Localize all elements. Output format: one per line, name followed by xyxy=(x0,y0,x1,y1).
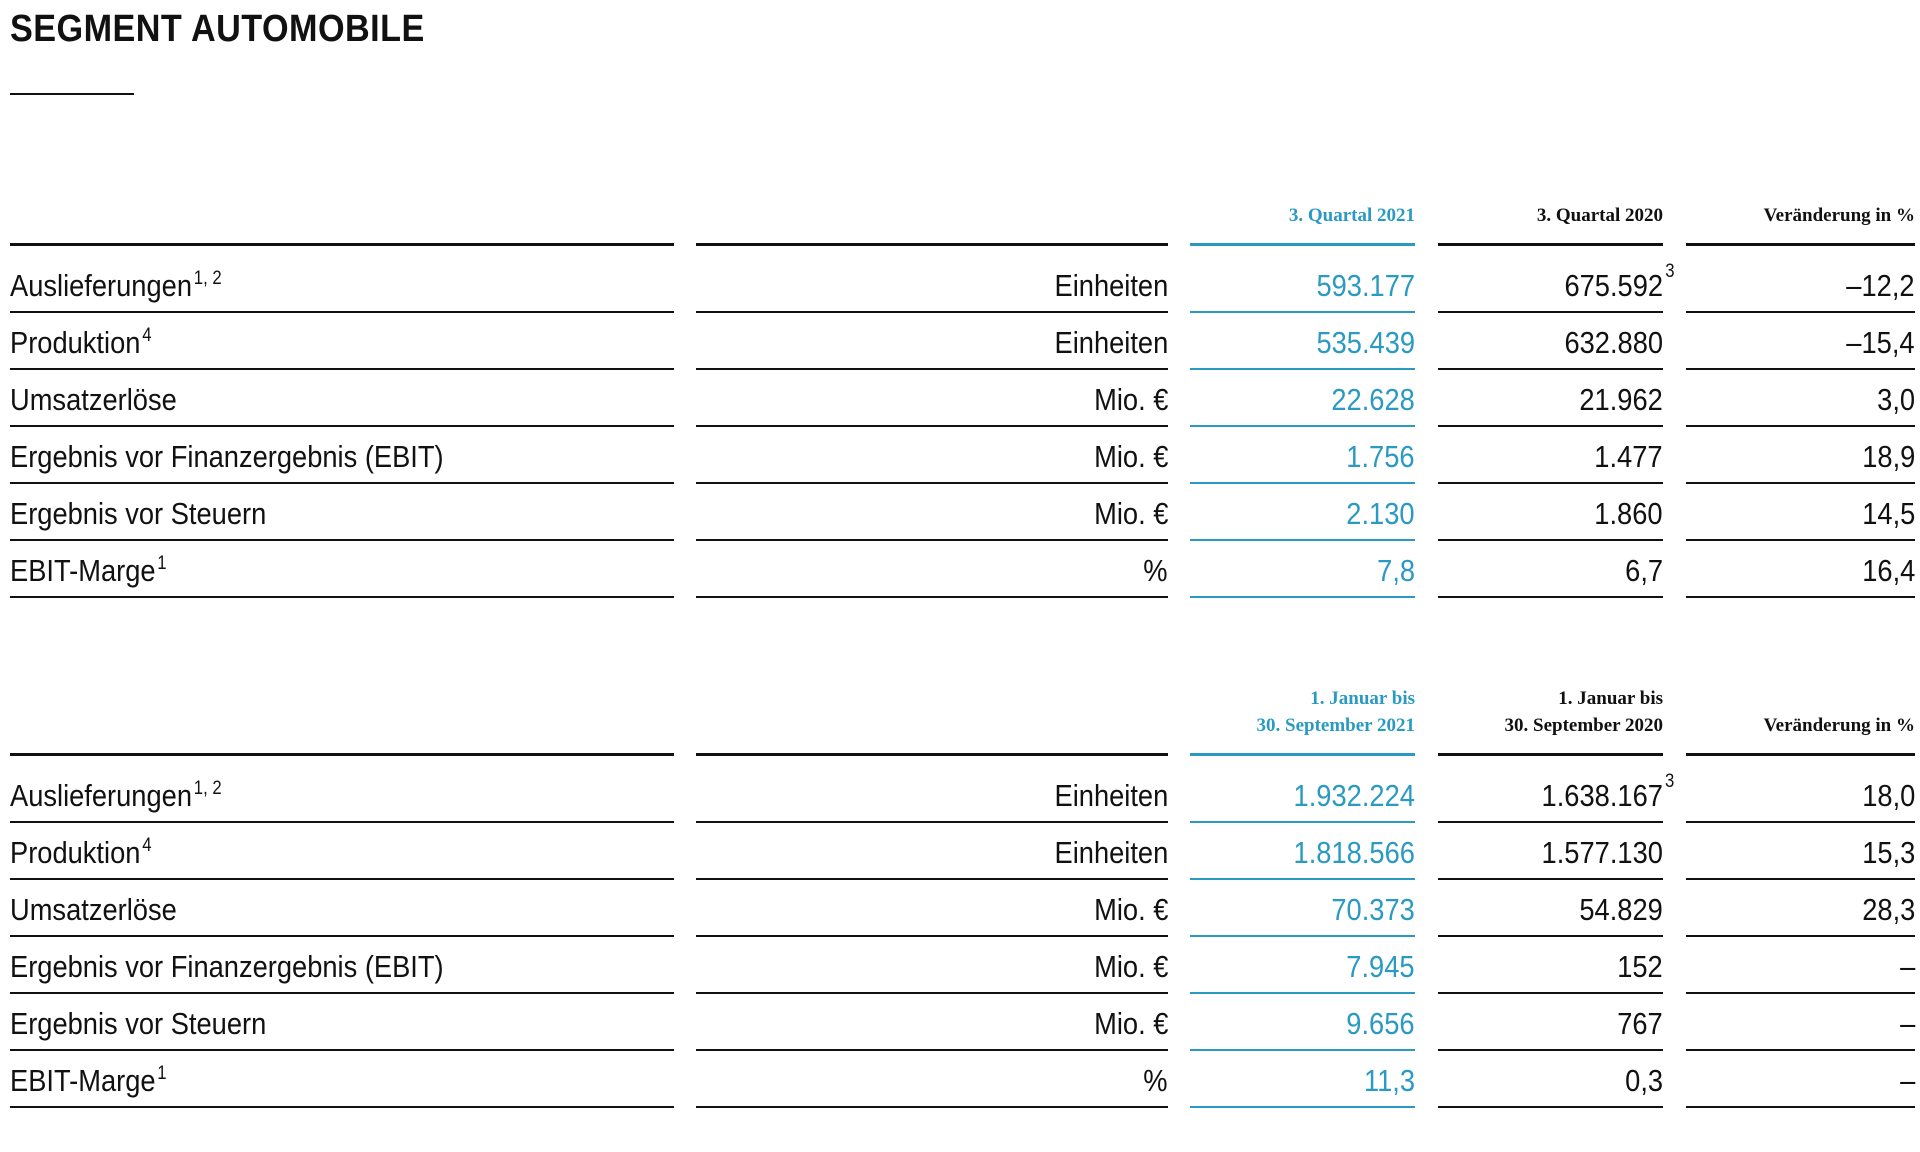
header-change-text: Veränderung in % xyxy=(1763,715,1915,736)
row-previous-value xyxy=(1438,256,1675,313)
row-current-value xyxy=(1190,313,1415,370)
table-row xyxy=(10,766,1915,823)
row-previous-number: 6,7 xyxy=(1625,553,1663,588)
row-unit xyxy=(696,370,1168,427)
row-previous-value xyxy=(1438,427,1663,484)
row-current-text: 11,3 xyxy=(1363,1063,1415,1098)
row-change-value xyxy=(1686,427,1915,484)
row-previous-value xyxy=(1438,370,1663,427)
footnote-marker: 1, 2 xyxy=(193,268,222,289)
row-label-text xyxy=(10,439,444,475)
row-previous-value xyxy=(1438,880,1663,937)
header-previous-period xyxy=(1438,688,1663,756)
row-change-text: –12,2 xyxy=(1846,268,1915,303)
row-change-text: 3,0 xyxy=(1877,382,1915,417)
row-label-text xyxy=(10,778,222,814)
row-label-text xyxy=(10,325,152,361)
header-label-column xyxy=(10,190,674,246)
table-row xyxy=(10,484,1915,541)
header-current-text xyxy=(1289,202,1415,229)
row-unit xyxy=(696,880,1168,937)
row-change-value xyxy=(1686,313,1915,370)
row-previous-number: 21.962 xyxy=(1579,382,1663,417)
row-current-text: 593.177 xyxy=(1316,268,1415,303)
row-previous-number: 152 xyxy=(1617,949,1663,984)
row-current-text: 1.932.224 xyxy=(1293,778,1415,813)
row-unit-text: Einheiten xyxy=(1054,778,1168,813)
row-previous-value xyxy=(1438,766,1675,823)
row-change-value xyxy=(1686,541,1915,598)
row-label-name: Auslieferungen xyxy=(10,268,193,303)
row-previous-text xyxy=(1625,553,1663,589)
row-previous-number: 1.477 xyxy=(1594,439,1663,474)
page-title: SEGMENT AUTOMOBILE xyxy=(10,8,425,50)
row-previous-text xyxy=(1625,1063,1663,1099)
row-current-text: 1.818.566 xyxy=(1293,835,1415,870)
row-previous-text xyxy=(1542,835,1663,871)
table-row xyxy=(10,937,1915,994)
row-current-text: 70.373 xyxy=(1331,892,1415,927)
row-unit-text: % xyxy=(1143,1063,1168,1098)
table-header-row xyxy=(10,688,1915,756)
row-label-text xyxy=(10,1063,167,1099)
row-label-text xyxy=(10,268,222,304)
row-change-text: 16,4 xyxy=(1861,553,1915,588)
row-current-value xyxy=(1190,937,1415,994)
row-label-text xyxy=(10,1006,266,1042)
row-current-value xyxy=(1190,766,1415,823)
footnote-marker: 1 xyxy=(157,553,167,574)
row-current-value xyxy=(1190,541,1415,598)
header-change-percent xyxy=(1686,190,1915,246)
row-previous-number: 675.592 xyxy=(1564,268,1663,303)
row-unit xyxy=(696,937,1168,994)
header-current-line: 30. September 2021 xyxy=(1256,715,1415,736)
row-previous-number: 1.638.167 xyxy=(1541,778,1663,813)
row-label-name: Auslieferungen xyxy=(10,778,193,813)
row-change-value xyxy=(1686,484,1915,541)
row-label xyxy=(10,370,674,427)
row-label-name: EBIT-Marge xyxy=(10,1063,156,1098)
row-change-value xyxy=(1686,370,1915,427)
row-label-text xyxy=(10,382,177,418)
row-unit xyxy=(696,1051,1168,1108)
row-previous-number: 632.880 xyxy=(1564,325,1663,360)
row-previous-text xyxy=(1580,892,1663,928)
row-unit xyxy=(696,823,1168,880)
table-header-row xyxy=(10,190,1915,246)
row-unit xyxy=(696,541,1168,598)
footnote-marker: 1 xyxy=(157,1063,167,1084)
row-label-text xyxy=(10,553,167,589)
header-spacer xyxy=(10,246,1915,256)
row-current-text: 22.628 xyxy=(1331,382,1415,417)
row-unit xyxy=(696,313,1168,370)
header-change-percent xyxy=(1686,700,1915,756)
table-row xyxy=(10,313,1915,370)
row-unit-text: Einheiten xyxy=(1054,835,1168,870)
row-change-value xyxy=(1686,256,1915,313)
row-unit-text: Mio. € xyxy=(1093,949,1168,984)
row-label xyxy=(10,994,674,1051)
row-label xyxy=(10,823,674,880)
table-row xyxy=(10,256,1915,313)
row-unit xyxy=(696,766,1168,823)
header-previous-line: 30. September 2020 xyxy=(1504,715,1663,736)
row-previous-value xyxy=(1438,937,1663,994)
title-underline xyxy=(10,93,134,95)
row-label xyxy=(10,256,674,313)
row-previous-text xyxy=(1564,325,1663,361)
row-change-value xyxy=(1686,880,1915,937)
row-change-text: –15,4 xyxy=(1846,325,1915,360)
row-change-text: 18,9 xyxy=(1861,439,1915,474)
row-unit xyxy=(696,256,1168,313)
table-row xyxy=(10,1051,1915,1108)
row-label xyxy=(10,1051,674,1108)
header-current-line: 3. Quartal 2021 xyxy=(1288,205,1415,226)
row-label-name: EBIT-Marge xyxy=(10,553,156,588)
table-row xyxy=(10,823,1915,880)
row-unit-text: Einheiten xyxy=(1054,325,1168,360)
row-unit xyxy=(696,484,1168,541)
row-change-value xyxy=(1686,823,1915,880)
row-label-name: Produktion xyxy=(10,835,141,870)
row-unit-text: Mio. € xyxy=(1093,496,1168,531)
row-current-value xyxy=(1190,484,1415,541)
row-current-value xyxy=(1190,370,1415,427)
row-previous-number: 1.577.130 xyxy=(1541,835,1663,870)
row-unit-text: Mio. € xyxy=(1093,892,1168,927)
table-row xyxy=(10,541,1915,598)
row-unit-text: Mio. € xyxy=(1093,1006,1168,1041)
row-unit-text: Mio. € xyxy=(1093,439,1168,474)
footnote-marker: 4 xyxy=(142,835,152,856)
row-previous-value xyxy=(1438,541,1663,598)
header-previous-line: 3. Quartal 2020 xyxy=(1536,205,1663,226)
header-label-column xyxy=(10,700,674,756)
table-row xyxy=(10,880,1915,937)
header-previous-line: 1. Januar bis xyxy=(1558,688,1663,709)
row-current-value xyxy=(1190,823,1415,880)
row-current-text: 7,8 xyxy=(1377,553,1415,588)
row-change-text: – xyxy=(1899,1006,1915,1041)
row-previous-number: 1.860 xyxy=(1594,496,1663,531)
row-unit-text: Mio. € xyxy=(1093,382,1168,417)
row-label-text xyxy=(10,892,177,928)
row-label xyxy=(10,484,674,541)
row-current-value xyxy=(1190,994,1415,1051)
row-change-text: 28,3 xyxy=(1861,892,1915,927)
header-unit-column xyxy=(696,190,1168,246)
table-row xyxy=(10,427,1915,484)
header-change-text: Veränderung in % xyxy=(1763,205,1915,226)
header-current-text xyxy=(1257,685,1416,739)
header-previous-period xyxy=(1438,190,1663,246)
row-current-value xyxy=(1190,880,1415,937)
row-previous-text xyxy=(1617,1006,1663,1042)
footnote-marker: 1, 2 xyxy=(193,778,222,799)
row-previous-value xyxy=(1438,484,1663,541)
row-label-text xyxy=(10,835,152,871)
row-unit-text: % xyxy=(1143,553,1168,588)
header-spacer xyxy=(10,756,1915,766)
row-previous-value xyxy=(1438,313,1663,370)
row-label-name: Ergebnis vor Steuern xyxy=(10,1006,267,1041)
table-ytd xyxy=(10,688,1915,1108)
row-label-name: Ergebnis vor Finanzergebnis (EBIT) xyxy=(10,949,444,984)
row-unit-text: Einheiten xyxy=(1054,268,1168,303)
row-label-name: Ergebnis vor Steuern xyxy=(10,496,267,531)
row-label-name: Umsatzerlöse xyxy=(10,892,177,927)
row-previous-text: 675.592 3 xyxy=(1564,261,1675,303)
row-previous-value xyxy=(1438,994,1663,1051)
row-current-value xyxy=(1190,427,1415,484)
header-current-period xyxy=(1190,688,1415,756)
row-current-text: 7.945 xyxy=(1346,949,1415,984)
row-previous-text xyxy=(1617,949,1663,985)
row-previous-text xyxy=(1580,382,1663,418)
header-current-line: 1. Januar bis xyxy=(1310,688,1415,709)
row-previous-number: 54.829 xyxy=(1579,892,1663,927)
row-current-value xyxy=(1190,256,1415,313)
row-current-text: 2.130 xyxy=(1346,496,1415,531)
row-current-text: 1.756 xyxy=(1346,439,1415,474)
row-unit xyxy=(696,994,1168,1051)
row-current-value xyxy=(1190,1051,1415,1108)
row-label xyxy=(10,541,674,598)
header-previous-text xyxy=(1505,685,1664,739)
row-current-text: 9.656 xyxy=(1346,1006,1415,1041)
row-change-value xyxy=(1686,937,1915,994)
row-label-name: Produktion xyxy=(10,325,141,360)
row-label xyxy=(10,427,674,484)
row-previous-value xyxy=(1438,823,1663,880)
row-change-value xyxy=(1686,1051,1915,1108)
header-previous-text xyxy=(1537,202,1663,229)
row-label-name: Ergebnis vor Finanzergebnis (EBIT) xyxy=(10,439,444,474)
row-label-text xyxy=(10,949,444,985)
row-label-name: Umsatzerlöse xyxy=(10,382,177,417)
footnote-marker: 4 xyxy=(142,325,152,346)
row-label xyxy=(10,937,674,994)
row-change-text: 14,5 xyxy=(1861,496,1915,531)
table-q3 xyxy=(10,190,1915,598)
row-change-text: 15,3 xyxy=(1861,835,1915,870)
row-unit xyxy=(696,427,1168,484)
header-current-period xyxy=(1190,190,1415,246)
row-previous-number: 0,3 xyxy=(1625,1063,1663,1098)
row-previous-value xyxy=(1438,1051,1663,1108)
row-previous-text xyxy=(1595,496,1663,532)
row-change-value xyxy=(1686,766,1915,823)
table-row xyxy=(10,370,1915,427)
row-change-text: – xyxy=(1899,949,1915,984)
row-previous-text xyxy=(1595,439,1663,475)
table-row xyxy=(10,994,1915,1051)
row-change-value xyxy=(1686,994,1915,1051)
row-label xyxy=(10,766,674,823)
row-label xyxy=(10,313,674,370)
row-previous-text: 1.638.167 3 xyxy=(1541,771,1675,813)
row-label xyxy=(10,880,674,937)
row-change-text: 18,0 xyxy=(1861,778,1915,813)
header-unit-column xyxy=(696,700,1168,756)
row-label-text xyxy=(10,496,266,532)
row-previous-number: 767 xyxy=(1617,1006,1663,1041)
row-change-text: – xyxy=(1899,1063,1915,1098)
row-current-text: 535.439 xyxy=(1316,325,1415,360)
